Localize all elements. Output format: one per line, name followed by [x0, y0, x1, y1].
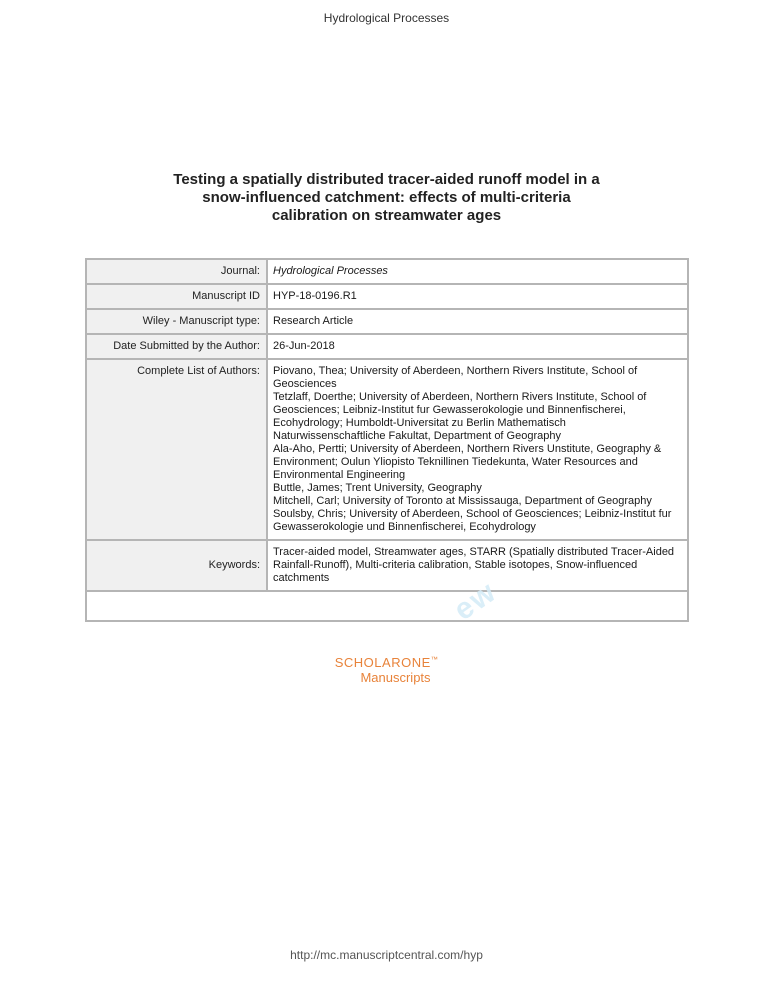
authors-label: Complete List of Authors: [86, 359, 267, 540]
empty-cell [86, 591, 688, 621]
review-watermark: ew [448, 574, 503, 628]
manuscript-id-label: Manuscript ID [86, 284, 267, 309]
title-line-3: calibration on streamwater ages [271, 207, 502, 224]
paper-title [120, 171, 653, 225]
logo-top-line [0, 655, 773, 670]
author-entry: Piovano, Thea; University of Aberdeen, Northern Rivers Institute, School of Geosciences [273, 365, 638, 390]
keywords-label: Keywords: [86, 540, 267, 591]
date-submitted-label: Date Submitted by the Author: [86, 334, 267, 359]
running-header: Hydrological Processes [323, 11, 450, 25]
keywords-row [86, 540, 688, 591]
journal-label: Journal: [86, 259, 267, 284]
scholarone-logo [0, 655, 773, 685]
footer-url: http://mc.manuscriptcentral.com/hyp [290, 948, 483, 962]
manuscript-id-row [86, 284, 688, 309]
manuscript-id-value: HYP-18-0196.R1 [267, 284, 688, 309]
manuscript-metadata-table [85, 258, 689, 622]
manuscript-type-row [86, 309, 688, 334]
logo-bottom-line: Manuscripts [360, 670, 431, 685]
journal-row [86, 259, 688, 284]
title-line-1: Testing a spatially distributed tracer-aided runoff model in a [173, 171, 600, 188]
date-submitted-row [86, 334, 688, 359]
title-line-2: snow-influenced catchment: effects of multi-criteria [202, 189, 571, 206]
manuscript-type-value: Research Article [267, 309, 688, 334]
manuscript-type-label: Wiley - Manuscript type: [86, 309, 267, 334]
date-submitted-value: 26-Jun-2018 [267, 334, 688, 359]
trademark-symbol: ™ [430, 656, 439, 664]
author-entry: Buttle, James; Trent University, Geography [273, 482, 482, 494]
authors-row [86, 359, 688, 540]
author-entry: Soulsby, Chris; University of Aberdeen, School of Geosciences; Leibniz-Institut fur Gewasserokologie und Binnenfischerei, Ecohydrology [273, 508, 672, 533]
authors-list [267, 359, 688, 540]
journal-value: Hydrological Processes [267, 259, 688, 284]
logo-brand: SCHOLARONE [334, 655, 431, 670]
empty-row [86, 591, 688, 621]
author-entry: Ala-Aho, Pertti; University of Aberdeen, Northern Rivers Unstitute, Geography & Environment; Oulun Yliopisto Teknillinen Tiedekunta, Water Resources and Environmental Engineering [273, 443, 662, 481]
author-entry: Mitchell, Carl; University of Toronto at Mississauga, Department of Geography [273, 495, 652, 507]
keywords-value: Tracer-aided model, Streamwater ages, STARR (Spatially distributed Tracer-Aided Rainfall-Runoff), Multi-criteria calibration, Stable isotopes, Snow-influenced catchments [267, 540, 688, 591]
author-entry: Tetzlaff, Doerthe; University of Aberdeen, Northern Rivers Institute, School of Geosciences; Leibniz-Institut fur Gewasserokologie und Binnenfischerei, Ecohydrology; Humboldt-Universitat zu Berlin Mathematisch Naturwissenschaftliche Fakultat, Department of Geography [273, 391, 647, 442]
